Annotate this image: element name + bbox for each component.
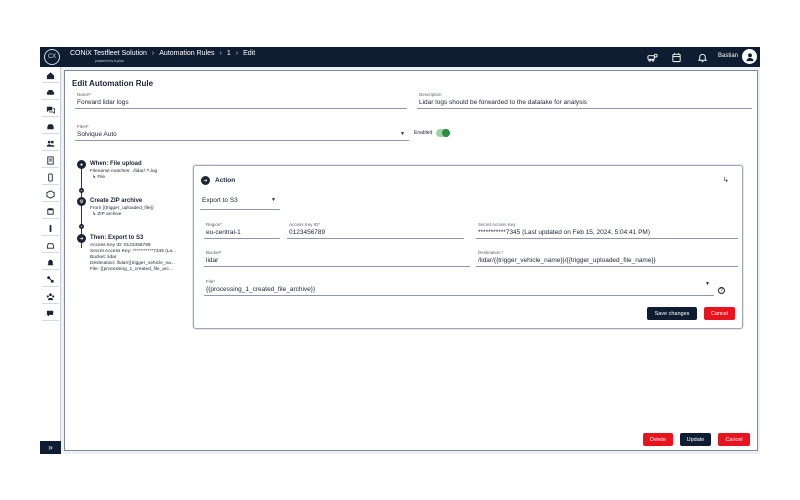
breadcrumb-automation-rules[interactable]: Automation Rules xyxy=(159,50,215,57)
step-1-detail: Filename matches: ./lidar/.*\.log xyxy=(90,169,158,174)
home-icon xyxy=(46,71,55,80)
breadcrumb xyxy=(70,50,255,58)
comment-icon xyxy=(46,309,55,318)
destination-value: /lidar/{{trigger_vehicle_name}}/{{trigger_uploaded_file_name}} xyxy=(478,257,656,264)
step-1-output-text: File xyxy=(97,175,106,180)
bell-icon[interactable] xyxy=(696,51,708,63)
sidebar-item-messages[interactable] xyxy=(42,102,59,117)
calendar-icon[interactable] xyxy=(670,51,682,63)
sidebar-item-sensors[interactable] xyxy=(42,221,59,236)
add-step-icon[interactable]: + xyxy=(80,188,83,193)
expand-sidebar-button[interactable]: » xyxy=(40,441,61,454)
region-label: Region* xyxy=(206,222,223,227)
username: Bastian xyxy=(718,53,739,59)
sidebar-item-fleet[interactable] xyxy=(42,119,59,134)
sidebar-item-storage[interactable] xyxy=(42,204,59,219)
database-icon xyxy=(46,207,55,216)
description-label: Description xyxy=(419,92,442,97)
automation-icon xyxy=(46,275,55,284)
car-icon xyxy=(46,88,55,97)
app-logo[interactable] xyxy=(44,49,60,65)
name-value: Forward lidar logs xyxy=(77,99,129,106)
action-title: Action xyxy=(215,177,236,184)
device-icon xyxy=(46,173,55,182)
sidebar-item-diagnostics[interactable] xyxy=(42,238,59,253)
region-field[interactable] xyxy=(204,222,280,239)
enabled-label: Enabled xyxy=(414,130,433,136)
sidebar-item-comments[interactable] xyxy=(42,306,59,321)
fleet-select[interactable] xyxy=(75,124,409,141)
fleet-label: Fleet* xyxy=(77,124,89,129)
secret-key-field[interactable] xyxy=(476,222,738,239)
enabled-toggle[interactable] xyxy=(436,129,450,137)
caret-down-icon: ▼ xyxy=(400,131,405,137)
cancel-button[interactable]: Cancel xyxy=(718,433,750,446)
access-key-field[interactable] xyxy=(287,222,464,239)
action-type-select[interactable] xyxy=(200,193,280,210)
chevron-right-icon: › xyxy=(235,50,239,57)
vehicle-icon xyxy=(46,122,55,131)
car-front-icon xyxy=(46,241,55,250)
step-action-icon: ➜ xyxy=(77,234,86,243)
step-3-line-5: File: {{processing_1_created_file_arc... xyxy=(90,267,173,272)
delete-button[interactable]: Delete xyxy=(643,433,673,446)
destination-label: Destination * xyxy=(478,250,504,255)
secret-key-label: Secret Access Key xyxy=(478,222,516,227)
step-1-output xyxy=(92,175,105,180)
step-3-line-2: Secret Access Key: ***********7345 (La... xyxy=(90,249,177,254)
file-select[interactable] xyxy=(204,279,714,296)
user-icon xyxy=(745,52,755,62)
step-trigger-icon: ● xyxy=(77,160,86,169)
bucket-value: lidar xyxy=(206,257,219,264)
bucket-label: Bucket* xyxy=(206,250,222,255)
sidebar-item-vehicles[interactable] xyxy=(42,85,59,100)
sidebar-item-groups[interactable] xyxy=(42,289,59,304)
step-3-line-4: Destination: /lidar/{{trigger_vehicle_na... xyxy=(90,261,175,266)
step-2-output xyxy=(92,212,122,217)
caret-down-icon: ▼ xyxy=(705,281,710,287)
breadcrumb-solution[interactable]: CONiX Testfleet Solution xyxy=(70,50,147,57)
chevron-right-icon: › xyxy=(219,50,222,57)
edit-rule-panel xyxy=(64,70,758,451)
sidebar-item-home[interactable] xyxy=(42,68,59,83)
chevron-right-icon: › xyxy=(151,50,155,57)
region-value: eu-central-1 xyxy=(206,229,241,236)
alert-icon xyxy=(46,258,55,267)
sidebar-item-users[interactable] xyxy=(42,136,59,151)
file-value: {{processing_1_created_file_archive}} xyxy=(206,286,316,293)
name-field[interactable] xyxy=(75,92,407,109)
return-arrow-icon[interactable]: ↳ xyxy=(723,177,729,184)
step-2-detail: From {{trigger_uploaded_file}} xyxy=(90,206,154,211)
update-button[interactable]: Update xyxy=(680,433,711,446)
sensor-icon xyxy=(46,224,55,233)
breadcrumb-rule-id[interactable]: 1 xyxy=(226,50,231,57)
return-arrow-icon: ↳ xyxy=(92,175,98,180)
action-type-value: Export to S3 xyxy=(202,197,238,204)
page-title: Edit Automation Rule xyxy=(72,79,154,88)
description-field[interactable] xyxy=(417,92,752,109)
step-2-output-text: ZIP archive xyxy=(97,212,122,217)
step-process-icon: ⚙ xyxy=(77,197,86,206)
logo-text: CX xyxy=(47,54,57,60)
document-icon xyxy=(46,156,55,165)
users-icon xyxy=(46,139,55,148)
help-icon[interactable]: ? xyxy=(718,287,725,294)
sidebar-item-automation[interactable] xyxy=(42,272,59,287)
bucket-field[interactable] xyxy=(204,250,470,267)
step-3-line-1: Access Key ID: 0123456789 xyxy=(90,243,151,248)
sidebar-item-devices[interactable] xyxy=(42,170,59,185)
app-window xyxy=(40,47,760,454)
action-cancel-button[interactable]: Cancel xyxy=(704,307,735,320)
fleet-value: Solvique Auto xyxy=(77,131,117,138)
user-avatar[interactable] xyxy=(742,49,757,64)
caret-down-icon: ▼ xyxy=(271,197,276,203)
chat-icon xyxy=(46,105,55,114)
vehicle-settings-icon[interactable] xyxy=(646,51,658,63)
file-label: File* xyxy=(206,279,216,284)
sidebar-item-alerts[interactable] xyxy=(42,255,59,270)
sidebar-item-packages[interactable] xyxy=(42,187,59,202)
name-label: Name* xyxy=(77,92,91,97)
step-1-title[interactable]: When: File upload xyxy=(90,161,142,167)
sidebar-item-documents[interactable] xyxy=(42,153,59,168)
step-3-title[interactable]: Then: Export to S3 xyxy=(90,235,144,241)
sidebar xyxy=(40,67,61,454)
package-icon xyxy=(46,190,55,199)
action-arrow-icon: ➜ xyxy=(201,176,210,185)
access-key-value: 0123456789 xyxy=(289,229,326,236)
secret-key-value: ***********7345 (Last updated on Feb 15, 2024, 5:04:41 PM) xyxy=(478,229,651,236)
powered-by-text: powered by b-plus xyxy=(95,59,124,63)
return-arrow-icon: ↳ xyxy=(92,212,98,217)
step-2-title[interactable]: Create ZIP archive xyxy=(90,198,143,204)
add-step-icon[interactable]: + xyxy=(80,224,83,229)
top-bar xyxy=(40,47,760,67)
access-key-label: Access Key ID* xyxy=(289,222,321,227)
action-card xyxy=(193,165,743,329)
toggle-knob xyxy=(442,129,450,137)
breadcrumb-edit: Edit xyxy=(243,50,256,57)
save-changes-button[interactable]: Save changes xyxy=(647,307,697,320)
group-icon xyxy=(46,292,55,301)
step-3-line-3: Bucket: lidar xyxy=(90,255,117,260)
description-value: Lidar logs should be forwarded to the datalake for analysis xyxy=(419,99,588,106)
destination-field[interactable] xyxy=(476,250,738,267)
